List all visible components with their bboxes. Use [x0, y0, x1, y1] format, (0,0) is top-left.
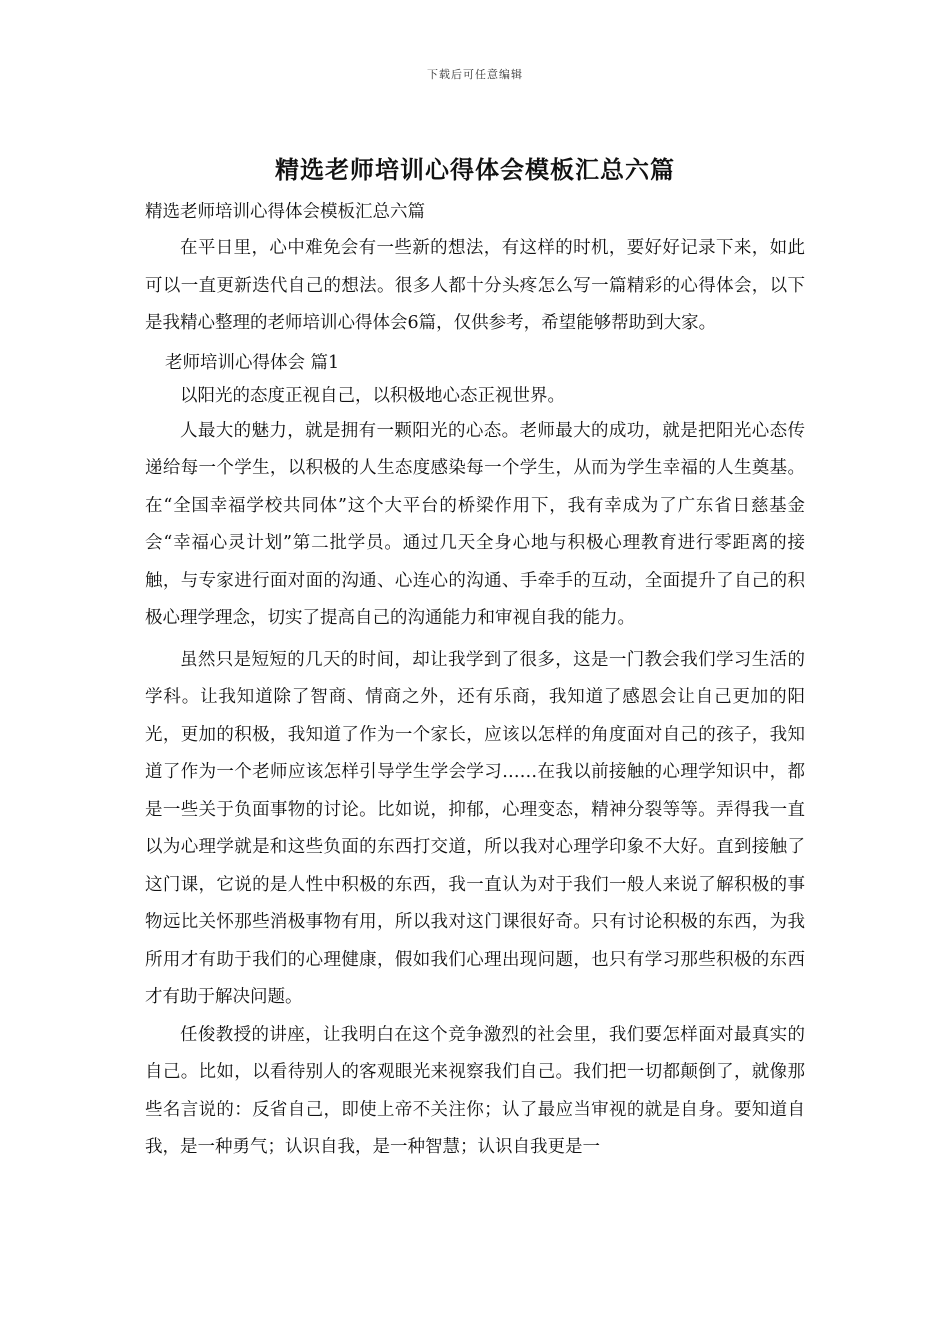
header-note: 下载后可任意编辑 [427, 68, 523, 81]
document-subtitle: 精选老师培训心得体会模板汇总六篇 [145, 202, 425, 222]
section-heading: 老师培训心得体会 篇1 [165, 352, 340, 373]
document-body [145, 198, 805, 1167]
intro-paragraph: 在平日里，心中难免会有一些新的想法，有这样的时机，要好好记录下来，如此可以一直更新迭代自己的想法。很多人都十分头疼怎么写一篇精彩的心得体会，以下是我精心整理的老师培训心得体会6篇，仅供参考，希望能够帮助到大家。 [145, 238, 805, 333]
body-paragraph-4: 任俊教授的讲座，让我明白在这个竞争激烈的社会里，我们要怎样面对最真实的自己。比如，以看待别人的客观眼光来视察我们自己。我们把一切都颠倒了，就像那些名言说的：反省自己，即使上帝不关注你；认了最应当审视的就是自身。要知道自我，是一种勇气；认识自我，是一种智慧；认识自我更是一 [145, 1024, 805, 1157]
body-paragraph-1: 以阳光的态度正视自己，以积极地心态正视世界。 [180, 385, 565, 406]
body-paragraph-3: 虽然只是短短的几天的时间，却让我学到了很多，这是一门教会我们学习生活的学科。让我知道除了智商、情商之外，还有乐商，我知道了感恩会让自己更加的阳光，更加的积极，我知道了作为一个家长，应该以怎样的角度面对自己的孩子，我知道了作为一个老师应该怎样引导学生学会学习……在我以前接触的心理学知识中，都是一些关于负面事物的讨论。比如说，抑郁，心理变态，精神分裂等等。弄得我一直以为心理学就是和这些负面的东西打交道，所以我对心理学印象不大好。直到接触了这门课，它说的是人性中积极的东西，我一直认为对于我们一般人来说了解积极的事物远比关怀那些消极事物有用，所以我对这门课很好奇。只有讨论积极的东西，为我所用才有助于我们的心理健康，假如我们心理出现问题，也只有学习那些积极的东西才有助于解决问题。 [145, 649, 805, 1007]
body-paragraph-2: 人最大的魅力，就是拥有一颗阳光的心态。老师最大的成功，就是把阳光心态传递给每一个学生，以积极的人生态度感染每一个学生，从而为学生幸福的人生奠基。在“全国幸福学校共同体”这个大平台的桥梁作用下，我有幸成为了广东省日慈基金会“幸福心灵计划”第二批学员。通过几天全身心地与积极心理教育进行零距离的接触，与专家进行面对面的沟通、心连心的沟通、手牵手的互动，全面提升了自己的积极心理学理念，切实了提高自己的沟通能力和审视自我的能力。 [145, 420, 805, 628]
document-title: 精选老师培训心得体会模板汇总六篇 [275, 155, 675, 184]
